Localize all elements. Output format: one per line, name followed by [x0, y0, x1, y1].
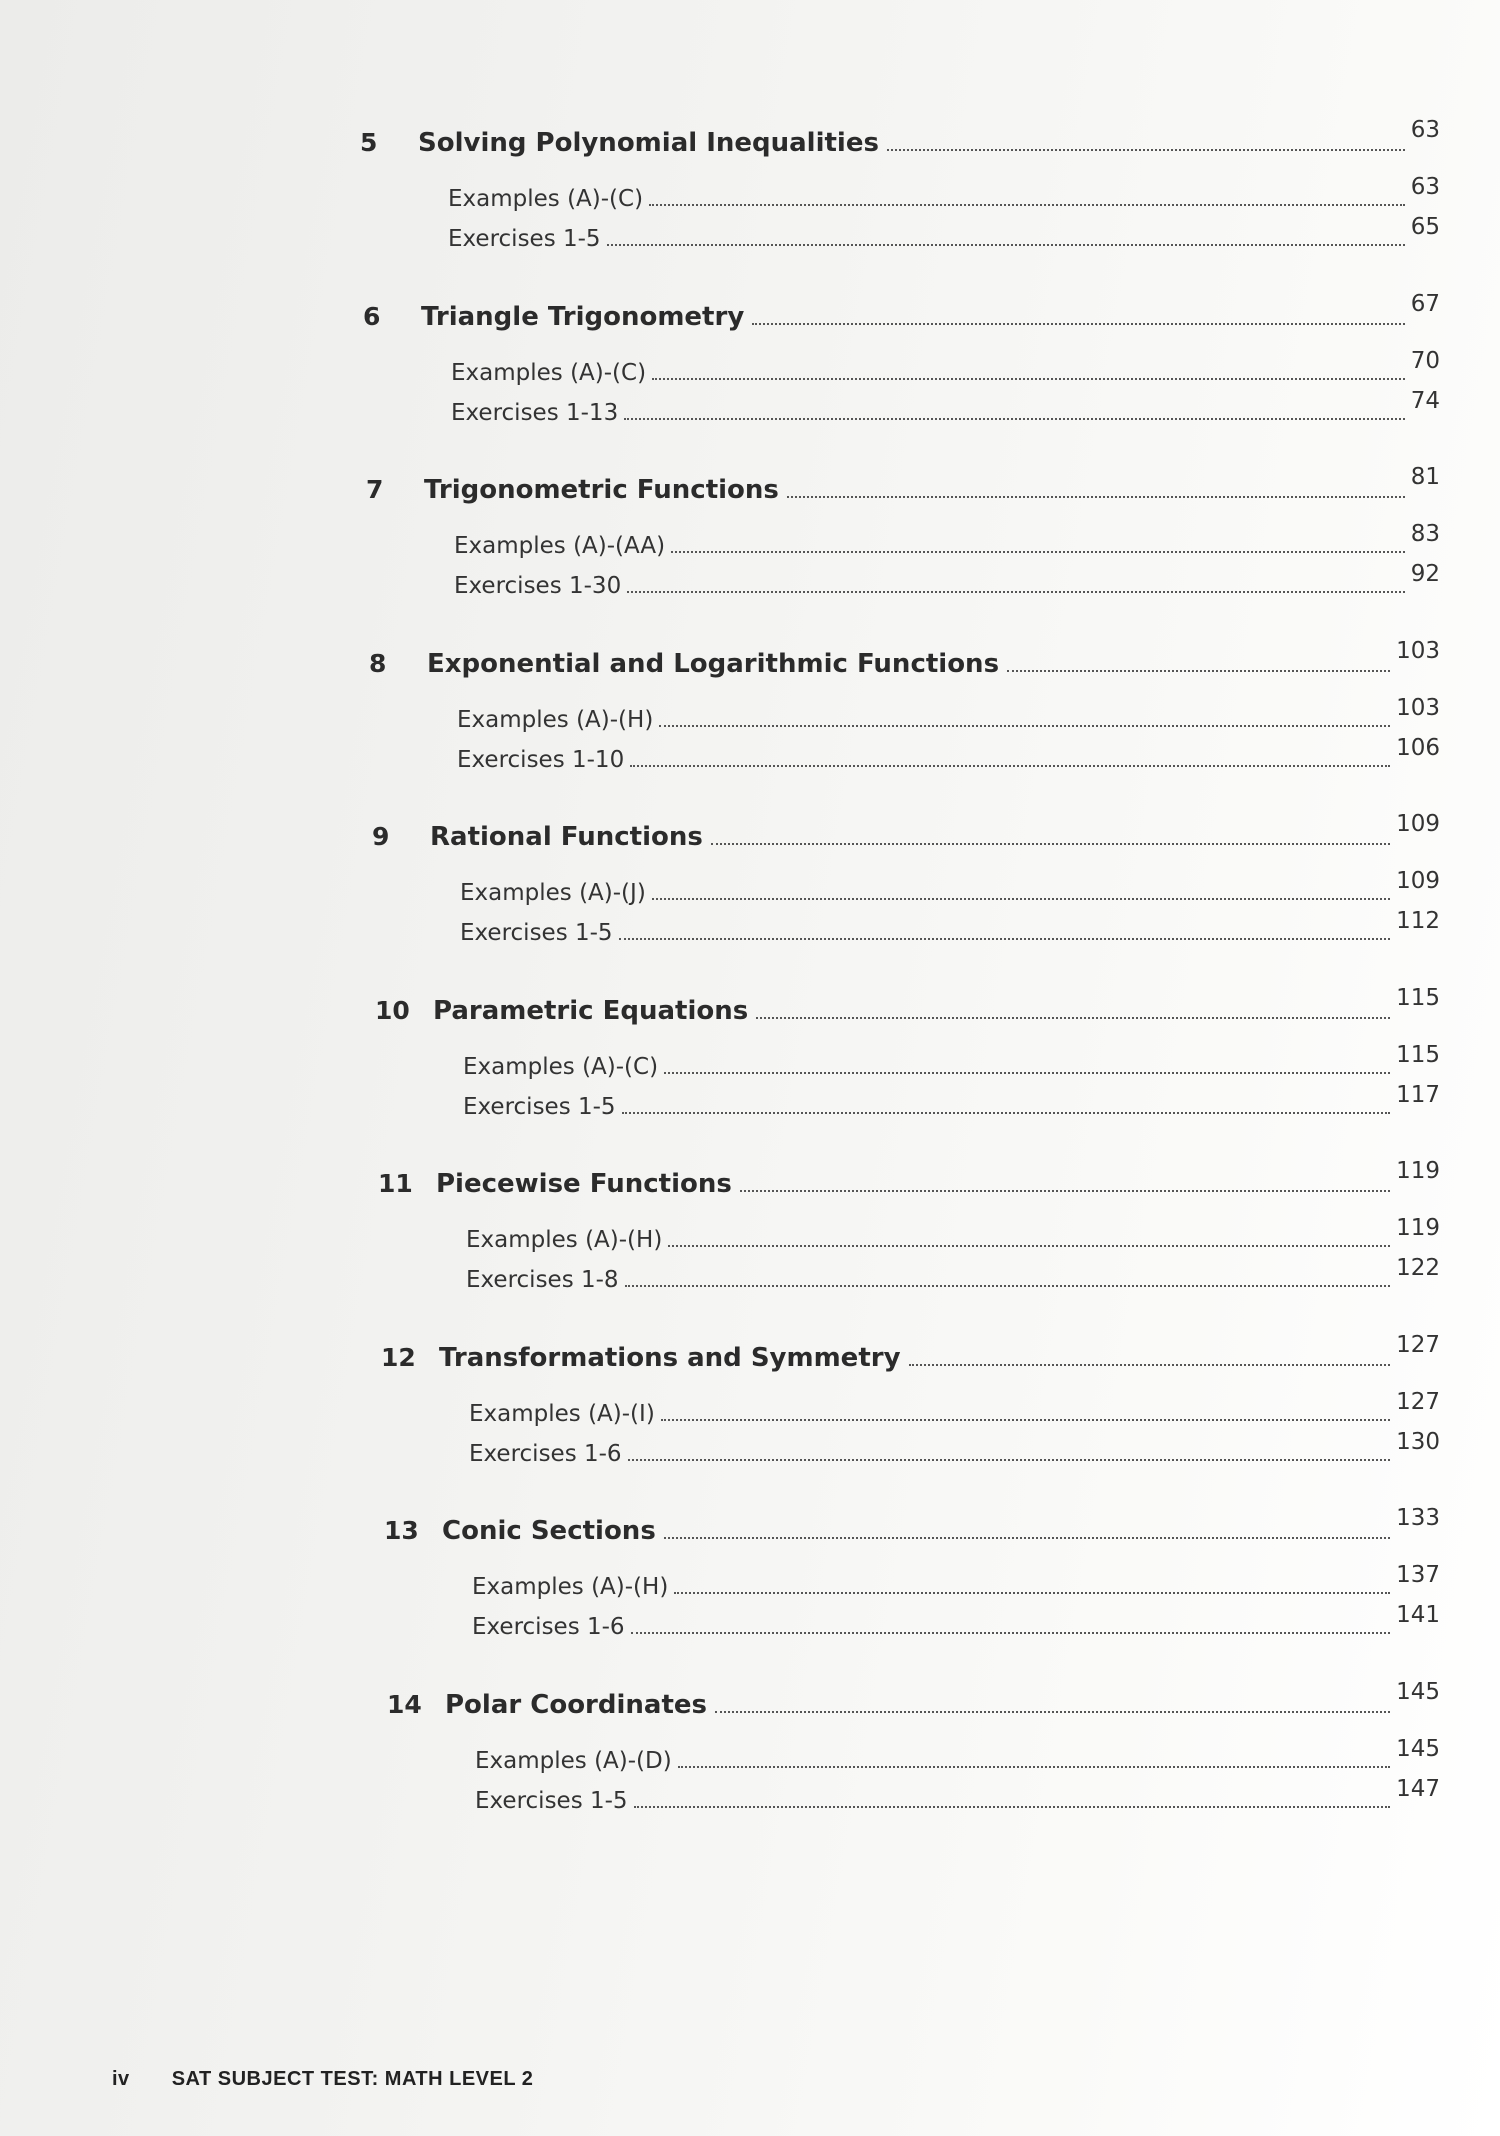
subentry-row[interactable]: [460, 908, 1440, 960]
chapter-title: Rational Functions: [430, 822, 703, 852]
subentry-title: Examples (A)-(I): [469, 1400, 655, 1427]
subentry-title: Exercises 1-30: [454, 573, 622, 599]
dot-leader: [624, 418, 1405, 420]
chapter-title: Conic Sections: [442, 1516, 656, 1546]
subentry-row[interactable]: [475, 1775, 1440, 1828]
toc-chapter: [375, 984, 1440, 1134]
subentry-title: Exercises 1-5: [460, 920, 613, 946]
chapter-subentries: [375, 1041, 1440, 1134]
subentry-page-number: 74: [1410, 387, 1440, 414]
dot-leader: [787, 496, 1405, 498]
dot-leader: [664, 1537, 1390, 1539]
subentry-page-number: 115: [1396, 1041, 1440, 1068]
chapter-subentries: [363, 347, 1440, 440]
chapter-number: 12: [381, 1342, 416, 1372]
chapter-page-number: 115: [1396, 984, 1440, 1011]
subentry-row[interactable]: [448, 214, 1440, 266]
subentry-row[interactable]: [460, 868, 1440, 920]
chapter-row[interactable]: [387, 1678, 1440, 1730]
subentry-page-number: 141: [1396, 1602, 1440, 1628]
chapter-title: Solving Polynomial Inequalities: [418, 128, 879, 158]
dot-leader: [627, 591, 1405, 593]
dot-leader: [887, 149, 1405, 151]
chapter-subentries: [366, 521, 1440, 613]
subentry-row[interactable]: [463, 1041, 1440, 1094]
subentry-row[interactable]: [457, 734, 1440, 787]
subentry-row[interactable]: [466, 1255, 1440, 1307]
toc-chapter: [381, 1331, 1440, 1481]
subentry-title: Examples (A)-(H): [457, 706, 654, 733]
subentry-title: Exercises 1-6: [472, 1614, 625, 1640]
dot-leader: [740, 1190, 1390, 1192]
subentry-title: Exercises 1-6: [469, 1440, 622, 1467]
toc-chapter: [369, 637, 1440, 787]
chapter-page-number: 145: [1396, 1678, 1440, 1705]
chapter-page-number: 127: [1396, 1331, 1440, 1358]
dot-leader: [630, 765, 1390, 767]
chapter-subentries: [372, 868, 1440, 960]
dot-leader: [634, 1806, 1391, 1808]
subentry-page-number: 130: [1396, 1428, 1440, 1455]
subentry-row[interactable]: [454, 561, 1440, 613]
page-footer: [112, 2068, 533, 2091]
subentry-page-number: 117: [1396, 1081, 1440, 1108]
dot-leader: [607, 244, 1405, 246]
chapter-page-number: 119: [1396, 1158, 1440, 1184]
subentry-title: Exercises 1-8: [466, 1267, 619, 1293]
dot-leader: [1007, 670, 1390, 672]
subentry-page-number: 112: [1396, 908, 1440, 934]
chapter-row[interactable]: [360, 117, 1440, 168]
chapter-page-number: 63: [1410, 117, 1440, 143]
dot-leader: [671, 551, 1405, 553]
chapter-number: 5: [360, 128, 378, 157]
subentry-page-number: 137: [1396, 1562, 1440, 1588]
toc-chapter: [366, 464, 1440, 613]
chapter-number: 13: [384, 1516, 419, 1545]
dot-leader: [649, 204, 1405, 206]
dot-leader: [664, 1072, 1390, 1074]
dot-leader: [625, 1285, 1391, 1287]
subentry-page-number: 147: [1396, 1775, 1440, 1802]
toc-chapter: [378, 1158, 1440, 1307]
chapter-number: 11: [378, 1169, 413, 1198]
subentry-title: Examples (A)-(C): [463, 1053, 659, 1080]
subentry-page-number: 145: [1396, 1735, 1440, 1762]
subentry-page-number: 63: [1410, 174, 1440, 200]
subentry-row[interactable]: [451, 387, 1440, 440]
subentry-row[interactable]: [451, 347, 1440, 400]
dot-leader: [659, 725, 1390, 727]
chapter-row[interactable]: [375, 984, 1440, 1036]
dot-leader: [628, 1459, 1391, 1461]
chapter-title: Parametric Equations: [433, 995, 749, 1026]
subentry-page-number: 83: [1410, 521, 1440, 547]
dot-leader: [711, 843, 1390, 845]
subentry-row[interactable]: [463, 1081, 1440, 1134]
toc-chapter: [363, 290, 1440, 440]
chapter-subentries: [381, 1388, 1440, 1481]
chapter-row[interactable]: [363, 290, 1440, 342]
subentry-title: Exercises 1-5: [475, 1787, 628, 1814]
chapter-number: 8: [369, 648, 387, 678]
subentry-page-number: 122: [1396, 1255, 1440, 1281]
chapter-subentries: [360, 174, 1440, 266]
footer-page-number: iv: [112, 2068, 130, 2090]
dot-leader: [752, 323, 1404, 325]
chapter-title: Exponential and Logarithmic Functions: [427, 648, 1000, 679]
chapter-row[interactable]: [384, 1505, 1440, 1556]
chapter-page-number: 67: [1410, 290, 1440, 317]
toc-chapter: [360, 117, 1440, 266]
chapter-row[interactable]: [381, 1331, 1440, 1383]
dot-leader: [668, 1245, 1390, 1247]
subentry-row[interactable]: [448, 174, 1440, 226]
chapter-row[interactable]: [369, 637, 1440, 689]
chapter-page-number: 81: [1410, 464, 1440, 490]
subentry-title: Exercises 1-5: [448, 226, 601, 252]
dot-leader: [678, 1766, 1390, 1768]
dot-leader: [631, 1632, 1391, 1634]
dot-leader: [674, 1592, 1390, 1594]
dot-leader: [909, 1364, 1391, 1366]
chapter-page-number: 133: [1396, 1505, 1440, 1531]
chapter-number: 9: [372, 822, 390, 851]
subentry-title: Examples (A)-(H): [472, 1574, 669, 1600]
subentry-page-number: 119: [1396, 1215, 1440, 1241]
chapter-title: Triangle Trigonometry: [421, 301, 745, 332]
subentry-page-number: 70: [1410, 347, 1440, 374]
subentry-row[interactable]: [472, 1562, 1440, 1614]
subentry-row[interactable]: [457, 694, 1440, 747]
toc-chapter: [384, 1505, 1440, 1654]
dot-leader: [622, 1112, 1391, 1114]
chapter-title: Piecewise Functions: [436, 1169, 732, 1199]
chapter-number: 10: [375, 995, 410, 1025]
chapter-number: 14: [387, 1689, 422, 1719]
chapter-subentries: [378, 1215, 1440, 1307]
chapter-row[interactable]: [366, 464, 1440, 515]
chapter-title: Transformations and Symmetry: [439, 1342, 901, 1373]
dot-leader: [652, 898, 1390, 900]
subentry-title: Examples (A)-(J): [460, 880, 646, 906]
subentry-row[interactable]: [469, 1428, 1440, 1481]
subentry-page-number: 106: [1396, 734, 1440, 761]
toc-chapter: [372, 811, 1440, 960]
chapter-title: Polar Coordinates: [445, 1689, 707, 1720]
subentry-page-number: 92: [1410, 561, 1440, 587]
subentry-title: Examples (A)-(AA): [454, 533, 666, 559]
chapter-number: 6: [363, 301, 381, 331]
subentry-page-number: 103: [1396, 694, 1440, 721]
dot-leader: [619, 938, 1391, 940]
dot-leader: [756, 1017, 1390, 1019]
subentry-title: Exercises 1-10: [457, 746, 625, 773]
toc-chapter: [387, 1678, 1440, 1828]
subentry-title: Examples (A)-(H): [466, 1227, 663, 1253]
subentry-page-number: 127: [1396, 1388, 1440, 1415]
subentry-row[interactable]: [469, 1388, 1440, 1441]
chapter-number: 7: [366, 475, 384, 504]
chapter-title: Trigonometric Functions: [424, 475, 779, 505]
subentry-row[interactable]: [466, 1215, 1440, 1267]
subentry-page-number: 65: [1410, 214, 1440, 240]
subentry-title: Exercises 1-5: [463, 1093, 616, 1120]
chapter-subentries: [384, 1562, 1440, 1654]
subentry-row[interactable]: [454, 521, 1440, 573]
chapter-row[interactable]: [372, 811, 1440, 862]
chapter-subentries: [387, 1735, 1440, 1828]
dot-leader: [715, 1711, 1390, 1713]
chapter-page-number: 103: [1396, 637, 1440, 664]
chapter-page-number: 109: [1396, 811, 1440, 837]
subentry-title: Exercises 1-13: [451, 399, 619, 426]
subentry-title: Examples (A)-(D): [475, 1747, 672, 1774]
subentry-row[interactable]: [475, 1735, 1440, 1788]
chapter-row[interactable]: [378, 1158, 1440, 1209]
chapter-subentries: [369, 694, 1440, 787]
dot-leader: [661, 1419, 1390, 1421]
dot-leader: [652, 378, 1405, 380]
subentry-page-number: 109: [1396, 868, 1440, 894]
footer-book-title: SAT SUBJECT TEST: MATH LEVEL 2: [171, 2068, 534, 2090]
subentry-row[interactable]: [472, 1602, 1440, 1654]
subentry-title: Examples (A)-(C): [451, 359, 647, 386]
subentry-title: Examples (A)-(C): [448, 186, 644, 212]
